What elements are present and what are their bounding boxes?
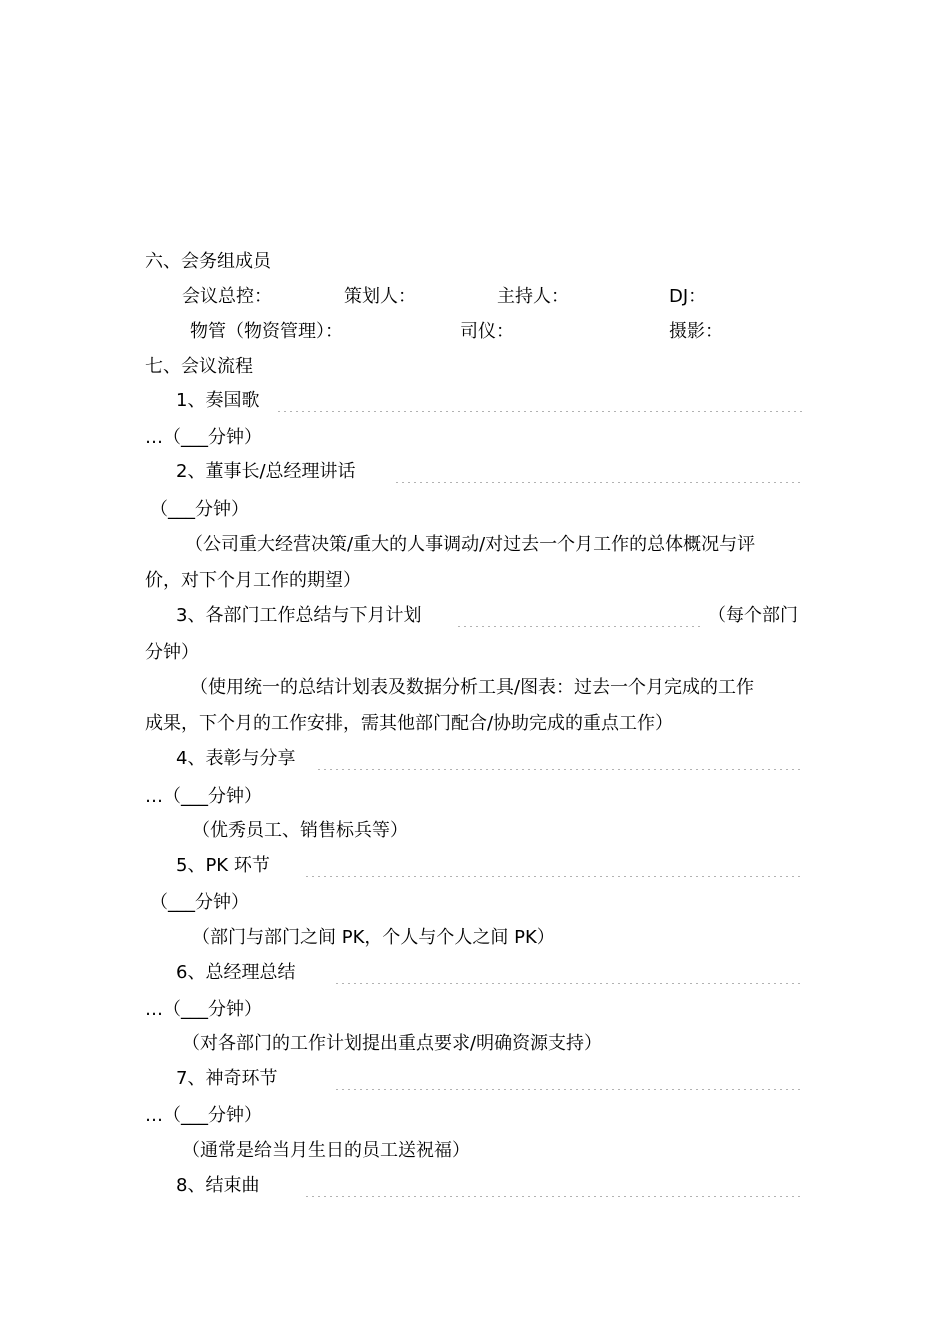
agenda-item-title: 7、神奇环节 — [176, 1068, 278, 1089]
section6-heading: 六、会务组成员 — [145, 251, 271, 272]
dot-leader — [304, 1173, 804, 1197]
dot-leader — [334, 960, 804, 984]
agenda-item-title: 1、奏国歌 — [176, 390, 260, 411]
dot-leader — [394, 459, 804, 483]
role-photography: 摄影： — [669, 321, 723, 342]
dot-leader — [276, 388, 804, 412]
agenda-item-note: （使用统一的总结计划表及数据分析工具/图表：过去一个月完成的工作 — [190, 677, 755, 698]
agenda-item-duration: …（___分钟） — [145, 786, 262, 807]
agenda-item-duration: （___分钟） — [150, 892, 249, 913]
role-general-control: 会议总控： — [182, 286, 272, 307]
agenda-item-note: 价，对下个月工作的期望） — [145, 570, 361, 591]
dot-leader — [456, 603, 702, 627]
agenda-item-title: 4、表彰与分享 — [176, 748, 296, 769]
dot-leader — [316, 746, 804, 770]
dot-leader — [334, 1066, 804, 1090]
agenda-item-duration: 分钟） — [145, 642, 199, 663]
role-dj: DJ： — [669, 286, 707, 307]
agenda-item-note: （公司重大经营决策/重大的人事调动/对过去一个月工作的总体概况与评 — [185, 534, 756, 555]
agenda-item-duration: …（___分钟） — [145, 999, 262, 1020]
agenda-item-title: 2、董事长/总经理讲话 — [176, 461, 356, 482]
agenda-item-duration: …（___分钟） — [145, 1105, 262, 1126]
agenda-item-title: 5、PK 环节 — [176, 855, 270, 876]
agenda-item-note: （通常是给当月生日的员工送祝福） — [182, 1140, 470, 1161]
agenda-item-note: 成果，下个月的工作安排，需其他部门配合/协助完成的重点工作） — [145, 713, 674, 734]
agenda-item-note: （优秀员工、销售标兵等） — [192, 820, 408, 841]
agenda-item-note: （对各部门的工作计划提出重点要求/明确资源支持） — [182, 1033, 603, 1054]
role-host: 主持人： — [497, 286, 569, 307]
section7-heading: 七、会议流程 — [145, 356, 253, 377]
agenda-item-title: 8、结束曲 — [176, 1175, 260, 1196]
agenda-item-duration: （___分钟） — [150, 499, 249, 520]
agenda-item-note: （部门与部门之间 PK，个人与个人之间 PK） — [192, 927, 555, 948]
agenda-item-duration: …（___分钟） — [145, 427, 262, 448]
role-property-manager: 物管（物资管理）： — [190, 321, 343, 342]
dot-leader — [304, 853, 804, 877]
role-mc: 司仪： — [460, 321, 514, 342]
role-planner: 策划人： — [344, 286, 416, 307]
agenda-item-title: 6、总经理总结 — [176, 962, 296, 983]
agenda-item-title: 3、各部门工作总结与下月计划 — [176, 605, 422, 626]
agenda-item-trail: （每个部门 — [708, 605, 798, 626]
